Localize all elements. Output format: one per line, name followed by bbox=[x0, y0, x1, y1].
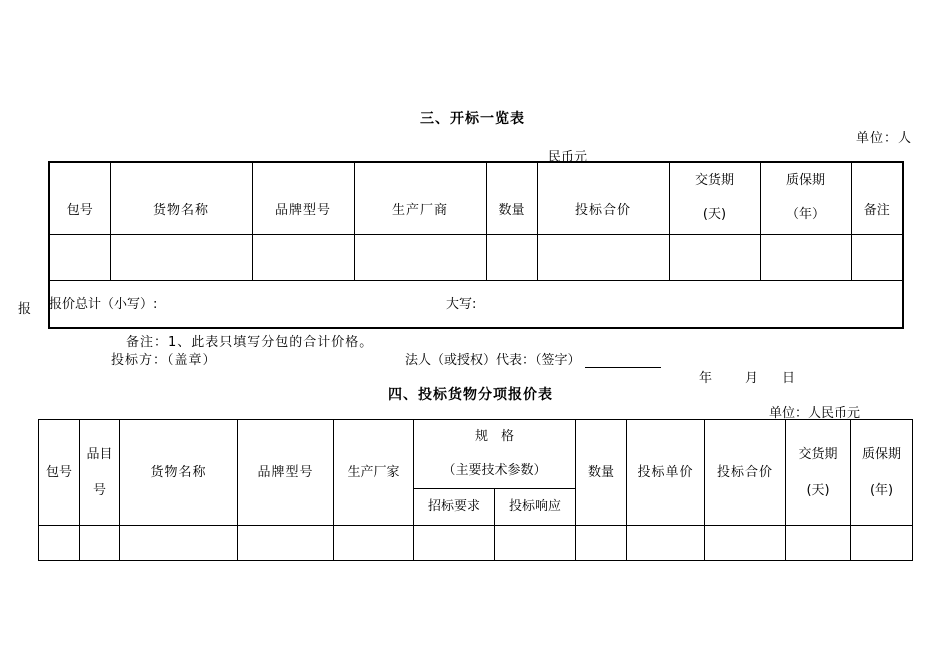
cell[interactable] bbox=[669, 234, 760, 280]
header-warranty bbox=[851, 420, 913, 526]
cell[interactable] bbox=[627, 526, 705, 561]
section4-title: 四、投标货物分项报价表 bbox=[388, 387, 553, 403]
header-quantity: 数量 bbox=[576, 420, 627, 526]
header-item-bottom: 号 bbox=[92, 482, 106, 498]
header-spec-requirement: 招标要求 bbox=[414, 489, 495, 526]
header-delivery bbox=[669, 162, 760, 234]
itemized-quote-table bbox=[38, 419, 913, 561]
section3-title: 三、开标一览表 bbox=[420, 111, 525, 127]
header-spec-top: 规 格 bbox=[475, 429, 515, 444]
header-delivery-top: 交货期 bbox=[798, 446, 838, 462]
cell[interactable] bbox=[851, 234, 903, 280]
cell[interactable] bbox=[576, 526, 627, 561]
header-total-price: 投标合价 bbox=[705, 420, 786, 526]
cell[interactable] bbox=[414, 526, 495, 561]
date-month: 月 bbox=[745, 371, 759, 386]
header-delivery-top: 交货期 bbox=[694, 173, 734, 189]
header-row bbox=[49, 162, 903, 234]
header-warranty-bottom: (年) bbox=[869, 482, 894, 498]
cell[interactable] bbox=[334, 526, 414, 561]
table-row bbox=[39, 526, 913, 561]
cell[interactable] bbox=[705, 526, 786, 561]
header-package-no: 包号 bbox=[49, 162, 110, 234]
header-warranty-top: 质保期 bbox=[785, 173, 825, 189]
date-day: 日 bbox=[782, 371, 796, 386]
header-warranty bbox=[760, 162, 851, 234]
section3-unit-line2: 民币元 bbox=[548, 150, 588, 165]
legal-rep-text: 法人（或授权）代表：（签字） bbox=[405, 353, 581, 368]
cell[interactable] bbox=[786, 526, 851, 561]
header-spec-bottom: （主要技术参数） bbox=[442, 463, 547, 478]
cell[interactable] bbox=[49, 234, 110, 280]
header-manufacturer: 生产厂家 bbox=[334, 420, 414, 526]
cell[interactable] bbox=[80, 526, 120, 561]
bidder-label: 投标方：（盖章） bbox=[111, 353, 217, 368]
header-unit-price: 投标单价 bbox=[627, 420, 705, 526]
header-brand-model: 品牌型号 bbox=[238, 420, 334, 526]
header-delivery-bottom: (天) bbox=[702, 207, 727, 223]
header-quantity: 数量 bbox=[486, 162, 537, 234]
cell[interactable] bbox=[354, 234, 486, 280]
cell[interactable] bbox=[252, 234, 354, 280]
cell[interactable] bbox=[486, 234, 537, 280]
legal-rep-label bbox=[405, 349, 661, 368]
header-delivery-bottom: (天) bbox=[806, 482, 830, 498]
section3-note: 备注：1、此表只填写分包的合计价格。 bbox=[126, 335, 374, 350]
header-remarks: 备注 bbox=[851, 162, 903, 234]
cell[interactable] bbox=[537, 234, 669, 280]
section4-unit: 单位：人民币元 bbox=[769, 406, 861, 421]
cell[interactable] bbox=[851, 526, 913, 561]
cell[interactable] bbox=[120, 526, 238, 561]
header-brand-model: 品牌型号 bbox=[252, 162, 354, 234]
header-warranty-top: 质保期 bbox=[862, 446, 902, 462]
header-spec bbox=[414, 420, 576, 489]
total-cell[interactable] bbox=[49, 280, 903, 328]
header-delivery bbox=[786, 420, 851, 526]
cell[interactable] bbox=[110, 234, 252, 280]
total-row bbox=[49, 280, 903, 328]
cell[interactable] bbox=[238, 526, 334, 561]
total-large-label: 大写: bbox=[446, 296, 477, 312]
section3-unit-line1: 单位：人 bbox=[856, 131, 913, 146]
header-bid-total: 投标合价 bbox=[537, 162, 669, 234]
header-warranty-bottom: （年） bbox=[785, 207, 825, 223]
header-item-no bbox=[80, 420, 120, 526]
signature-line[interactable] bbox=[585, 355, 661, 368]
date-year: 年 bbox=[699, 371, 713, 386]
bid-opening-table bbox=[48, 161, 904, 329]
table-row bbox=[49, 234, 903, 280]
header-goods-name: 货物名称 bbox=[110, 162, 252, 234]
cell[interactable] bbox=[760, 234, 851, 280]
header-goods-name: 货物名称 bbox=[120, 420, 238, 526]
header-item-top: 品目 bbox=[86, 446, 113, 462]
total-small-label: 报价总计（小写）: bbox=[49, 296, 158, 312]
cell[interactable] bbox=[39, 526, 80, 561]
cell[interactable] bbox=[495, 526, 576, 561]
header-spec-response: 投标响应 bbox=[495, 489, 576, 526]
outside-label: 报 bbox=[18, 302, 32, 317]
header-row bbox=[39, 420, 913, 489]
header-package-no: 包号 bbox=[39, 420, 80, 526]
header-manufacturer: 生产厂商 bbox=[354, 162, 486, 234]
